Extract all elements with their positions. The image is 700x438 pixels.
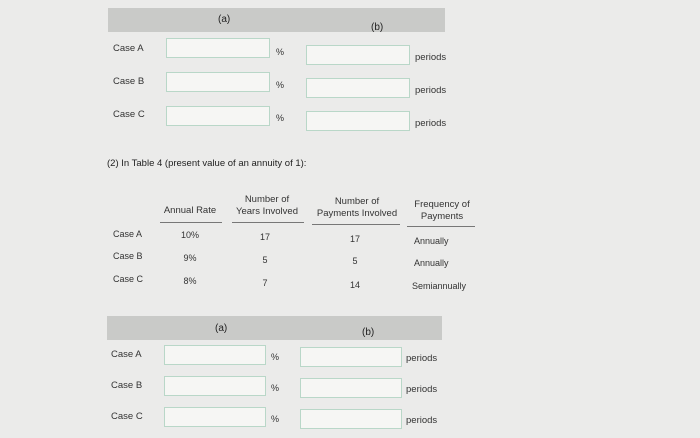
section1-row-a-unit: % <box>276 47 285 57</box>
section2-row-a-periods-input[interactable] <box>300 347 402 367</box>
section2-row-b-periods-input[interactable] <box>300 378 402 398</box>
section2-row-a-rate-input[interactable] <box>164 345 266 365</box>
header-frequency <box>408 199 476 223</box>
table-row-b-payments: 5 <box>352 256 358 266</box>
header-frequency-line2: Payments <box>420 211 464 222</box>
table-row-a-payments: 17 <box>349 234 360 244</box>
section1-row-a-rate-input[interactable] <box>166 38 270 58</box>
table-row-c-frequency: Semiannually <box>412 281 467 291</box>
section1-row-b-periods-input[interactable] <box>306 78 410 98</box>
section1-row-c-periods-input[interactable] <box>306 111 410 131</box>
section1-col-b-header: (b) <box>371 22 384 33</box>
section1-row-c-label: Case C <box>113 109 145 120</box>
section1-row-c-periods-label: periods <box>415 118 447 129</box>
header-payments-line1: Number of <box>334 196 380 207</box>
section1-row-a-label: Case A <box>113 43 144 54</box>
header-annual-rate: Annual Rate <box>163 205 217 216</box>
table-row-a-rate: 10% <box>180 230 199 240</box>
section2-row-a-unit: % <box>271 352 280 362</box>
header-years-line2: Years Involved <box>236 206 298 217</box>
section2-row-b-label: Case B <box>111 380 143 391</box>
header-payments-involved <box>312 196 402 220</box>
table-row-c-rate: 8% <box>183 276 197 286</box>
table-row-c-years: 7 <box>262 278 268 288</box>
section1-row-c-rate-input[interactable] <box>166 106 270 126</box>
table-row-a-frequency: Annually <box>414 236 449 246</box>
section1-row-b-unit: % <box>276 80 285 90</box>
section1-col-a-header: (a) <box>218 14 231 25</box>
header-years-involved <box>230 194 304 218</box>
header-rule-frequency <box>407 226 475 227</box>
section2-row-c-rate-input[interactable] <box>164 407 266 427</box>
section1-row-b-label: Case B <box>113 76 145 87</box>
section2-col-b-header: (b) <box>362 327 375 338</box>
table-row-b-frequency: Annually <box>414 258 449 268</box>
section2-row-b-unit: % <box>271 383 280 393</box>
section2-row-b-periods-label: periods <box>406 384 438 395</box>
table-intro-text: (2) In Table 4 (present value of an annuity of 1): <box>107 158 307 169</box>
table-row-b-label: Case B <box>113 251 143 261</box>
section1-row-c-unit: % <box>276 113 285 123</box>
header-rule-rate <box>160 222 222 223</box>
section1-row-a-periods-input[interactable] <box>306 45 410 65</box>
section2-row-c-label: Case C <box>111 411 143 422</box>
section1-row-b-rate-input[interactable] <box>166 72 270 92</box>
header-rule-payments <box>312 224 400 225</box>
table-row-b-years: 5 <box>262 255 268 265</box>
section2-row-c-unit: % <box>271 414 280 424</box>
table-row-b-rate: 9% <box>183 253 197 263</box>
section1-row-a-periods-label: periods <box>415 52 447 63</box>
section1-header-bar <box>108 8 445 32</box>
section2-row-c-periods-label: periods <box>406 415 438 426</box>
section1-row-b-periods-label: periods <box>415 85 447 96</box>
table-row-c-payments: 14 <box>349 280 360 290</box>
section2-header-bar <box>107 316 442 340</box>
header-years-line1: Number of <box>244 194 290 205</box>
section2-row-a-label: Case A <box>111 349 142 360</box>
header-rule-years <box>232 222 304 223</box>
table-row-a-years: 17 <box>259 232 270 242</box>
table-row-c-label: Case C <box>113 274 144 284</box>
section2-row-b-rate-input[interactable] <box>164 376 266 396</box>
section2-col-a-header: (a) <box>215 323 228 334</box>
section2-row-a-periods-label: periods <box>406 353 438 364</box>
table-row-a-label: Case A <box>113 229 143 239</box>
header-frequency-line1: Frequency of <box>414 199 470 210</box>
section2-row-c-periods-input[interactable] <box>300 409 402 429</box>
header-payments-line2: Payments Involved <box>316 208 398 219</box>
